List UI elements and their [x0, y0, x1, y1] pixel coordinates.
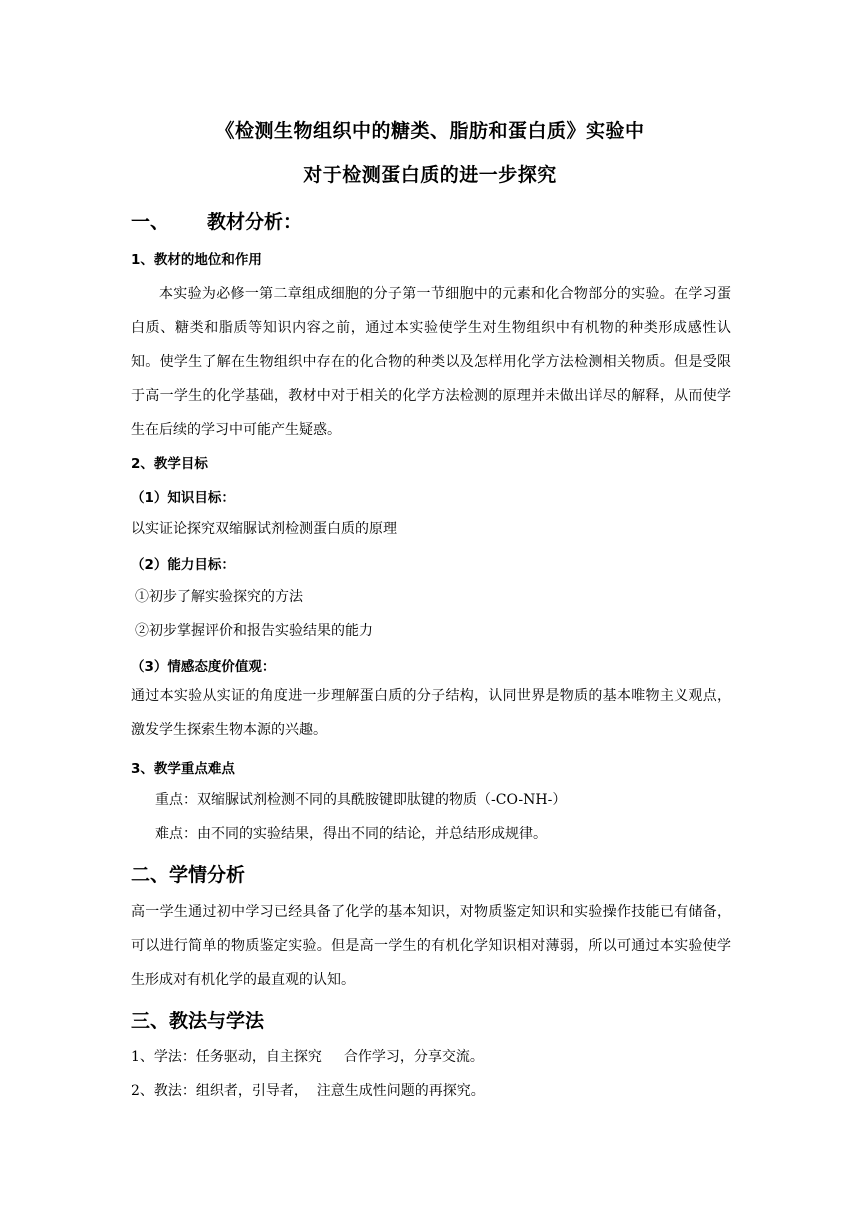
subsection-1-1-body: 本实验为必修一第二章组成细胞的分子第一节细胞中的元素和化合物部分的实验。在学习蛋白质、糖类和脂质等知识内容之前，通过本实验使学生对生物组织中有机物的种类形成感性认知。使学生了解在生物组织中存在的化合物的种类以及怎样用化学方法检测相关物质。但是受限于高一学生的化学基础，教材中对于相关的化学方法检测的原理并未做出详尽的解释，从而使学生在后续的学习中可能产生疑惑。: [131, 286, 731, 438]
section-2-heading: 二、学情分析: [131, 864, 246, 886]
document-title-line-2: 对于检测蛋白质的进一步探究: [303, 164, 557, 186]
ability-goal-item-2: ②初步掌握评价和报告实验结果的能力: [135, 623, 373, 639]
key-point-text: 重点：双缩脲试剂检测不同的具酰胺键即肽键的物质（-CO-NH-）: [155, 792, 567, 808]
section-3-item-1-part-b: 合作学习，分享交流。: [343, 1049, 484, 1065]
difficulty-text: 难点：由不同的实验结果，得出不同的结论，并总结形成规律。: [155, 826, 547, 842]
emotion-goal-heading: （3）情感态度价值观：: [131, 659, 276, 675]
document-title-line-1: 《检测生物组织中的糖类、脂肪和蛋白质》实验中: [215, 120, 645, 142]
section-1-title: 教材分析：: [207, 211, 303, 233]
knowledge-goal-body: 以实证论探究双缩脲试剂检测蛋白质的原理: [131, 521, 397, 537]
section-1-heading: [131, 207, 302, 234]
section-3-item-1-part-a: 1、学法：任务驱动，自主探究: [131, 1049, 322, 1065]
ability-goal-item-1: ①初步了解实验探究的方法: [135, 589, 303, 605]
section-3-item-2: 2、教法：组织者，引导者， 注意生成性问题的再探究。: [131, 1083, 485, 1099]
subsection-1-1-heading: 1、教材的地位和作用: [131, 252, 262, 268]
section-3-item-1: [131, 1046, 484, 1066]
knowledge-goal-heading: （1）知识目标：: [131, 490, 235, 506]
subsection-1-3-heading: 3、教学重点难点: [131, 761, 235, 777]
emotion-goal-body: 通过本实验从实证的角度进一步理解蛋白质的分子结构，认同世界是物质的基本唯物主义观点，激发学生探索生物本源的兴趣。: [131, 688, 731, 738]
section-3-heading: 三、教法与学法: [131, 1010, 265, 1032]
ability-goal-heading: （2）能力目标：: [131, 557, 235, 573]
section-1-number: 一、: [131, 211, 170, 233]
section-2-body: 高一学生通过初中学习已经具备了化学的基本知识，对物质鉴定知识和实验操作技能已有储备，可以进行简单的物质鉴定实验。但是高一学生的有机化学知识相对薄弱，所以可通过本实验使学生形成对有机化学的最直观的认知。: [131, 904, 731, 988]
subsection-1-2-heading: 2、教学目标: [131, 456, 208, 472]
